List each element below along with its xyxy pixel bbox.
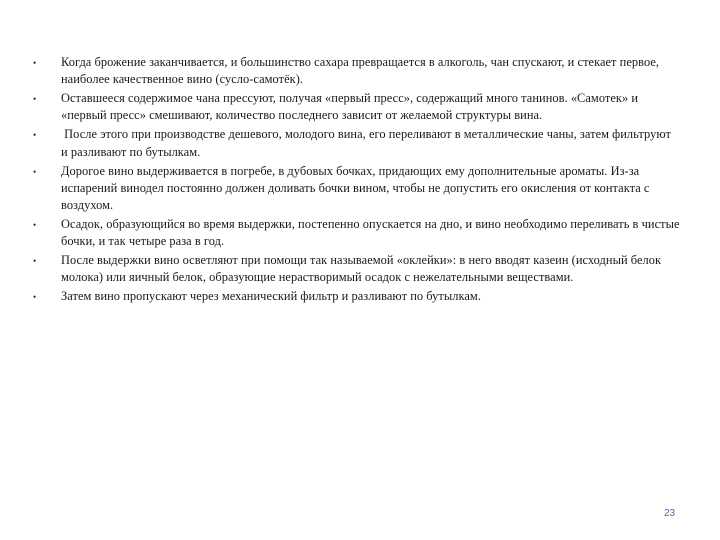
bullet-item (30, 163, 680, 215)
bullet-dot-icon: • (33, 292, 37, 303)
bullet-item (30, 216, 680, 250)
bullet-item (30, 126, 680, 160)
bullet-dot-icon: • (33, 58, 37, 68)
bullet-dot-icon: • (33, 94, 37, 105)
bullet-dot-icon: • (33, 130, 37, 141)
bullet-item (30, 288, 680, 305)
bullet-text: После выдержки вино осветляют при помощи так называемой «оклейки»: в него вводят казеин (исходный белок молока) или яичный белок, образующие нерастворимый осадок с нежелательными веществами. (61, 253, 668, 285)
bullet-item (30, 54, 680, 88)
bullet-text: Когда брожение заканчивается, и большинство сахара превращается в алкоголь, чан спускают, и стекает первое, наиболее качественное вино (сусло-самотёк). (61, 55, 660, 87)
bullet-item (30, 252, 680, 286)
bullet-item (30, 90, 680, 124)
bullet-text: После этого при производстве дешевого, молодого вина, его переливают в металлические чаны, затем фильтруют и разливают по бутылкам. (61, 127, 675, 159)
bullet-list (30, 54, 680, 307)
bullet-text: Оставшееся содержимое чана прессуют, получая «первый пресс», содержащий много танинов. «Самотек» и «первый пресс» смешивают, количество последнего зависит от желаемой структуры вина. (61, 91, 639, 123)
bullet-dot-icon: • (33, 166, 37, 177)
page-number: 23 (664, 508, 676, 519)
bullet-dot-icon: • (33, 256, 37, 267)
bullet-text: Затем вино пропускают через механический фильтр и разливают по бутылкам. (61, 289, 481, 304)
bullet-dot-icon: • (33, 220, 37, 231)
bullet-text: Дорогое вино выдерживается в погребе, в дубовых бочках, придающих ему дополнительные ароматы. Из-за испарений винодел постоянно должен доливать бочки вином, чтобы не допустить его окисления от контакта с воздухом. (61, 163, 650, 213)
bullet-text: Осадок, образующийся во время выдержки, постепенно опускается на дно, и вино необходимо переливать в чистые бочки, и так четыре раза в год. (61, 217, 680, 249)
